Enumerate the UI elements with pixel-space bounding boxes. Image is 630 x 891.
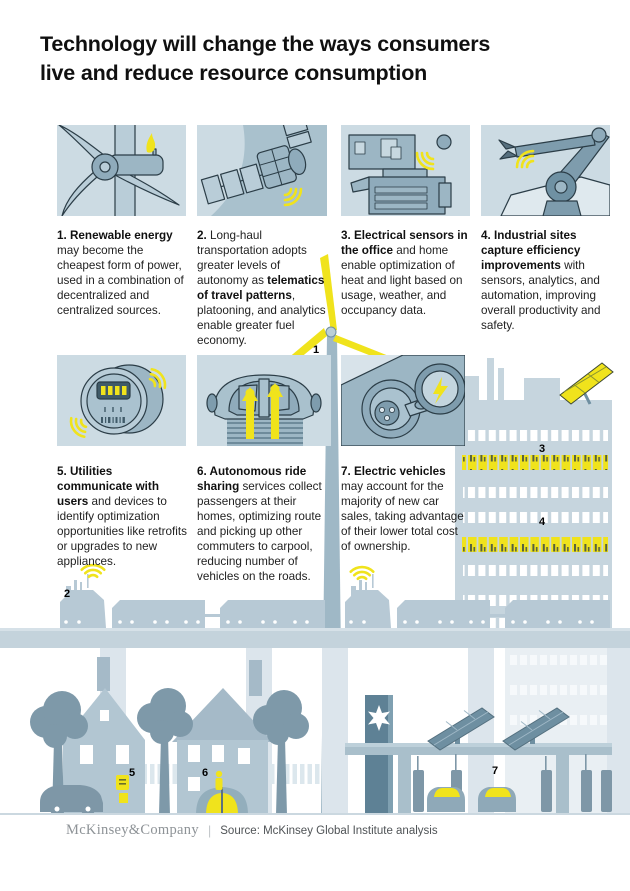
title-line-1: Technology will change the ways consumers bbox=[40, 32, 491, 56]
smart-meter-illustration bbox=[57, 355, 186, 446]
scene-marker-4: 4 bbox=[539, 516, 546, 528]
item-6-text: 6. Autonomous ride sharing services collect passengers at their homes, optimizing route and picking up other commuters to carpool, reducing number of vehicles on the roads. bbox=[197, 464, 322, 583]
footer bbox=[66, 822, 438, 839]
industrial-robot-illustration bbox=[481, 125, 610, 216]
parked-car bbox=[40, 785, 103, 815]
ev-at-charger bbox=[427, 787, 465, 812]
mckinsey-logo: McKinsey&Company bbox=[66, 822, 199, 838]
renewable-energy-illustration bbox=[57, 125, 186, 216]
truck-wifi-icon-2 bbox=[351, 567, 374, 579]
item-4-text: 4. Industrial sites capture efficiency improvements with sensors, analytics, and automation, improving overall productivity and safety. bbox=[481, 228, 601, 332]
scene-marker-1: 1 bbox=[313, 344, 320, 356]
scene-marker-3: 3 bbox=[539, 443, 546, 455]
page-title bbox=[40, 30, 600, 87]
scene-marker-5: 5 bbox=[129, 767, 136, 779]
telematics-satellite-illustration bbox=[197, 125, 327, 216]
item-3-text: 3. Electrical sensors in the office and home enable optimization of heat and light based on usage, weather, and occupancy data. bbox=[341, 228, 468, 317]
office-sensors-illustration bbox=[341, 125, 470, 216]
open-charge-cap-icon bbox=[415, 364, 465, 414]
ride-sharing-illustration bbox=[197, 355, 331, 446]
waiting-passenger-icon bbox=[216, 771, 223, 790]
highlighted-industrial-floor bbox=[462, 537, 608, 552]
item-2-text: 2. Long-haul transportation adopts greater levels of autonomy as telematics of travel patterns, platooning, and analytics enable greater fuel economy. bbox=[197, 228, 326, 347]
ground-line bbox=[0, 813, 630, 815]
rooftop-solar-panel-icon bbox=[560, 363, 613, 404]
title-line-2: live and reduce resource consumption bbox=[40, 60, 428, 85]
footer-divider: | bbox=[207, 823, 212, 838]
highlighted-office-floor bbox=[462, 455, 608, 470]
item-5-text: 5. Utilities communicate with users and devices to identify optimization opportunities like retrofits or upgrades to new appliances. bbox=[57, 464, 187, 568]
ev-at-charger bbox=[478, 787, 516, 812]
scene-marker-2: 2 bbox=[64, 588, 71, 600]
item-1-text: 1. Renewable energy may become the cheapest form of power, used in a combination of decentralized and centralized sources. bbox=[57, 228, 184, 317]
ceiling-sensor-icon bbox=[437, 135, 451, 149]
item-7-text: 7. Electric vehicles may account for the majority of new car sales, taking advantage of their lower total cost of ownership. bbox=[341, 464, 464, 553]
source-note: Source: McKinsey Global Institute analysis bbox=[220, 824, 438, 837]
ev-charging-illustration bbox=[341, 355, 465, 446]
scene-marker-7: 7 bbox=[492, 765, 499, 777]
scene-marker-6: 6 bbox=[202, 767, 209, 779]
